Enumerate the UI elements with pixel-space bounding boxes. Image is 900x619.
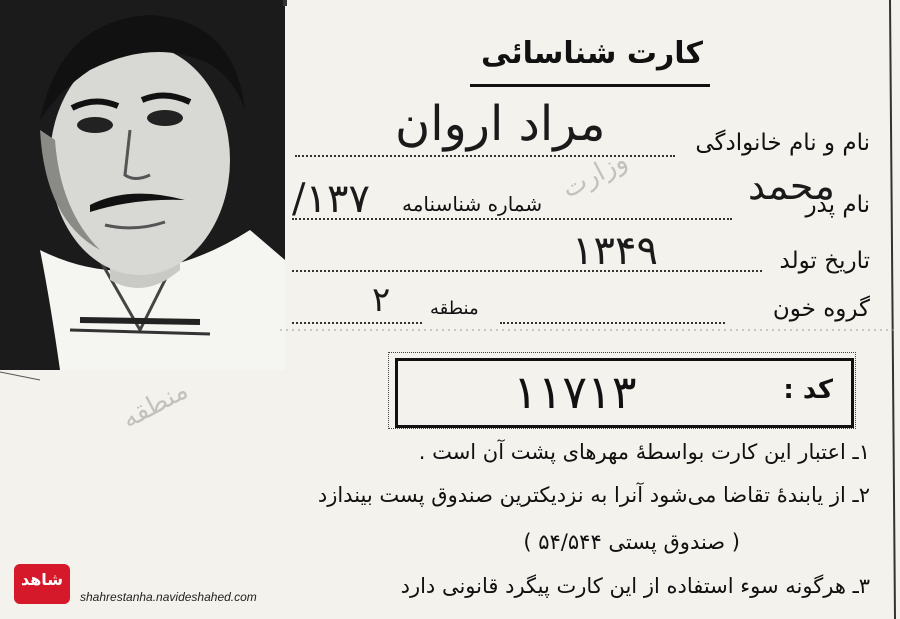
name-label: نام و نام خانوادگی: [695, 130, 870, 156]
title-underline: [470, 84, 710, 87]
birth-dotted-line: [292, 270, 762, 272]
card-title: کارت شناسائی: [481, 36, 703, 71]
site-logo: [14, 564, 70, 604]
birth-label: تاریخ تولد: [779, 248, 870, 274]
rule-1: ۱ـ اعتبار این کارت بواسطۀ مهرهای پشت آن است .: [418, 440, 870, 464]
rule-2-postbox: ( صندوق پستی ۵۴/۵۴۴ ): [523, 530, 740, 554]
blood-dotted-line: [500, 322, 725, 324]
region-label: منطقه: [430, 298, 479, 319]
faded-stamp: منطقه: [117, 375, 194, 435]
site-url: shahrestanha.navideshahed.com: [80, 590, 257, 604]
region-handwritten: ۲: [372, 280, 391, 320]
father-handwritten: محمد: [748, 164, 835, 208]
id-dotted-line: [292, 218, 732, 220]
code-handwritten: ۱۱۷۱۳: [513, 365, 637, 419]
rule-3: ۳ـ هرگونه سوء استفاده از این کارت پیگرد قانونی دارد: [400, 574, 870, 598]
code-label: کد :: [783, 375, 833, 405]
blood-label: گروه خون: [772, 296, 870, 322]
logo-text: شاهد: [20, 570, 64, 589]
rule-2: ۲ـ از یابندۀ تقاضا می‌شود آنرا به نزدیکترین صندوق پست بیندازد: [317, 483, 870, 507]
id-handwritten: ۱۳۷/: [292, 176, 370, 222]
region-dotted-line: [292, 322, 422, 324]
birth-handwritten: ۱۳۴۹: [572, 228, 658, 274]
father-label: نام پدر: [805, 192, 870, 218]
id-label: شماره شناسنامه: [402, 192, 543, 216]
site-watermark: [8, 562, 278, 610]
name-handwritten: مراد اروان: [395, 96, 606, 152]
portrait-photo: [0, 0, 285, 370]
code-box: [395, 358, 854, 428]
faded-stamp: وزارت: [557, 145, 633, 205]
